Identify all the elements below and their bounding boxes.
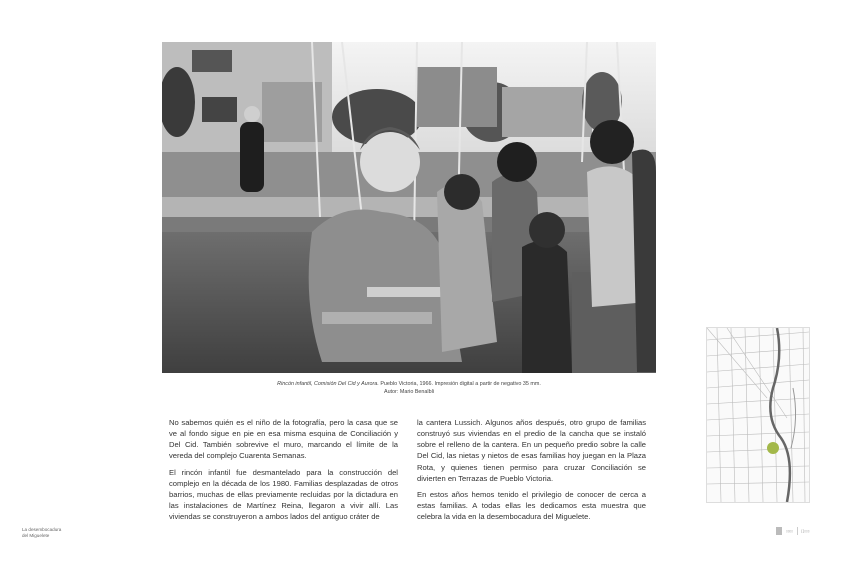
caption-title bbox=[162, 380, 656, 388]
institution-logo-icon: ▯▯▯▯ bbox=[786, 529, 794, 533]
main-photograph bbox=[162, 42, 656, 373]
text-column-left bbox=[169, 417, 398, 527]
paragraph: El rincón infantil fue desmantelado para la construcción del complejo en la década de los 1980. Familias desplazadas de otros barrios, muchas de ellas previamente recluidas por la dictadura en las instalaciones de Martínez Reina, llegaron a vivir allí. Las viviendas se construyeron a ambos lados del antiguo cráter de bbox=[169, 467, 398, 522]
location-map bbox=[706, 327, 810, 503]
footer-title bbox=[22, 527, 61, 539]
footer-title-line2: del Miguelete bbox=[22, 533, 50, 538]
paragraph: En estos años hemos tenido el privilegio de conocer de cerca a estas familias. A todas ellas les dedicamos esta muestra que celebra la vida en la desembocadura del Miguelete. bbox=[417, 489, 646, 522]
photo-caption bbox=[162, 380, 656, 396]
caption-title-rest: Pueblo Victoria, 1966. Impresión digital a partir de negativo 35 mm. bbox=[378, 381, 541, 387]
text-column-right bbox=[417, 417, 646, 527]
footer-title-line1: La desembocadura bbox=[22, 527, 62, 532]
street-map bbox=[707, 328, 809, 502]
caption-title-italic: Rincón infantil, Comisión Del Cid y Aurora. bbox=[277, 381, 379, 387]
footer-logos bbox=[776, 527, 809, 535]
logo-divider bbox=[797, 527, 798, 535]
paragraph: la cantera Lussich. Algunos años después, otro grupo de familias construyó sus viviendas en el predio de la cancha que se instaló sobre el relleno de la cantera. En un pequeño predio sobre la calle Del Cid, las nietas y nietos de esas familias hoy juegan en la Plaza Rota, y quienes tienen permiso para cruzar Conciliación se divierten en Terrazas de Pueblo Victoria. bbox=[417, 418, 646, 483]
paragraph: No sabemos quién es el niño de la fotografía, pero la casa que se ve al fondo sigue en pie en esa misma esquina de Conciliación y Del Cid. También sobrevive el muro, marcando el límite de la vereda del complejo Cuarenta Semanas. bbox=[169, 418, 398, 461]
university-seal-icon bbox=[776, 527, 782, 535]
location-marker bbox=[767, 442, 779, 454]
caption-author: Autor: Mario Benalbli bbox=[383, 389, 435, 395]
dip-logo-icon: [ ]▯▯▯ bbox=[801, 529, 810, 533]
photo-scene bbox=[162, 42, 656, 373]
